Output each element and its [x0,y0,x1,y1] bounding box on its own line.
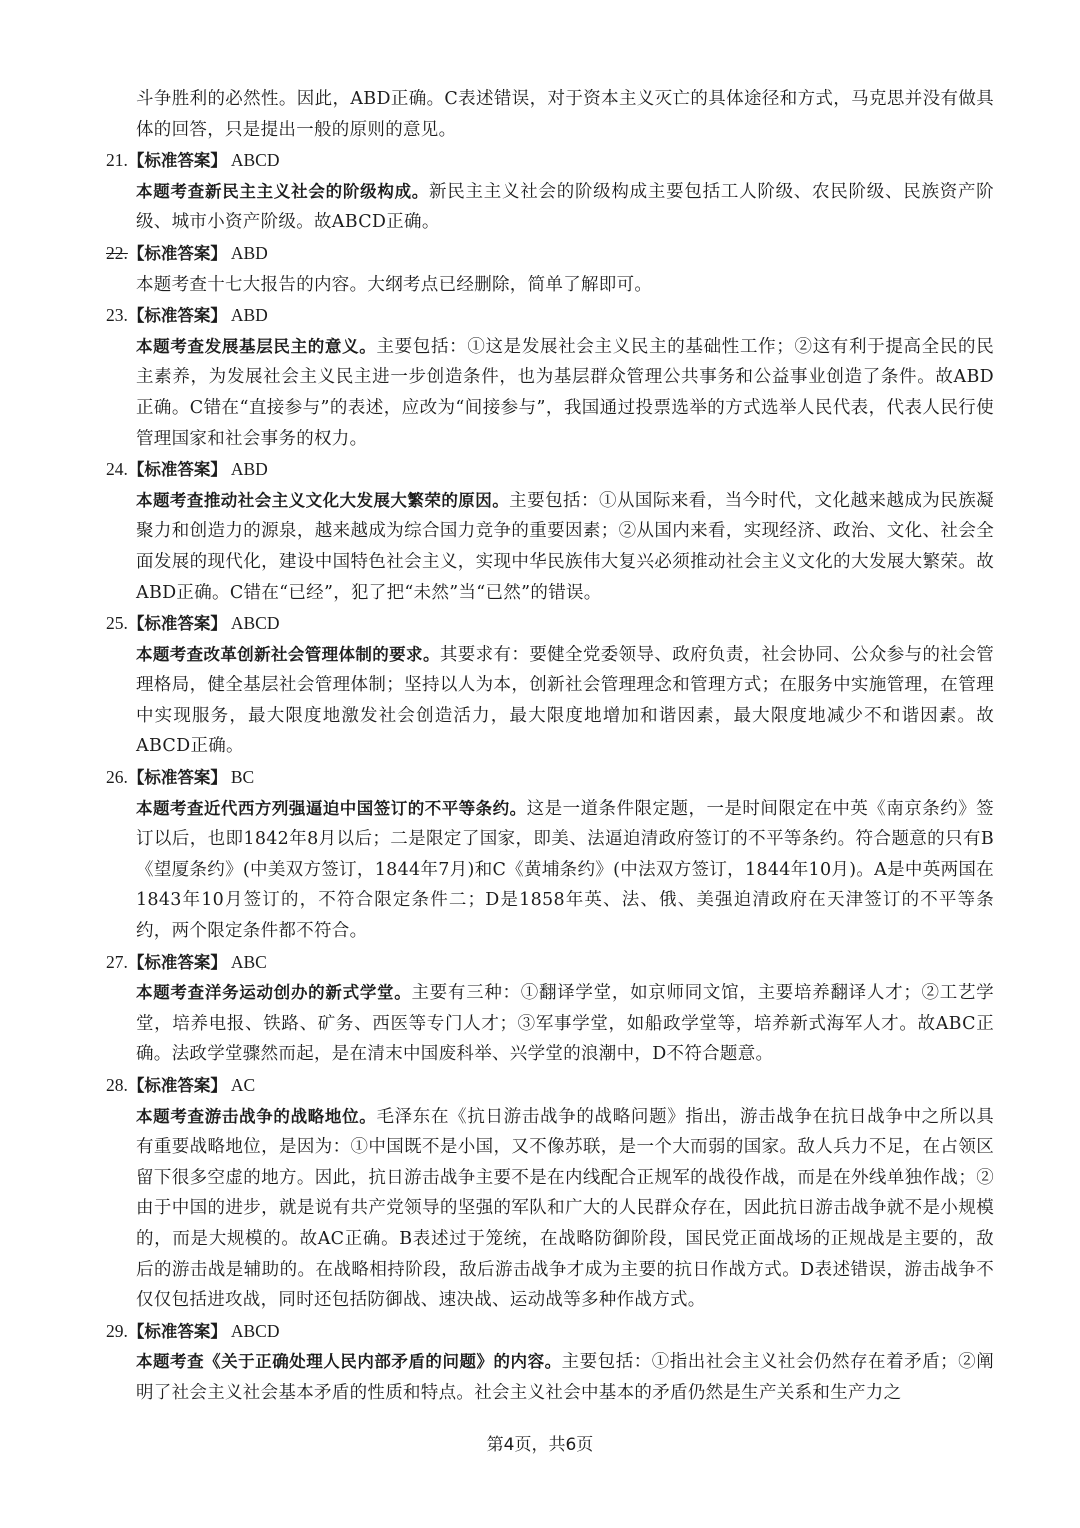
explanation-body: 主要有三种：①翻译学堂，如京师同文馆，主要培养翻译人才；②工艺学堂，培养电报、铁路、矿务、西医等专门人才；③军事学堂，如船政学堂等，培养新式海军人才。故ABC正确。法政学堂骤然而起，是在清末中国废科举、兴学堂的浪潮中，D不符合题意。 [136,983,994,1065]
answer-value: AC [230,1075,256,1095]
answer-value: ABD [230,459,268,480]
question-number: 23. [106,305,128,326]
answer-header [106,1070,994,1102]
explanation-paragraph [136,332,994,454]
question-number: 29. [106,1320,128,1341]
explanation-paragraph [136,1347,994,1408]
explanation-body: 主要包括：①从国际来看，当今时代，文化越来越成为民族凝聚力和创造力的源泉，越来越成为综合国力竞争的重要因素；②从国内来看，实现经济、政治、文化、社会全面发展的现代化，建设中国特色社会主义，实现中华民族伟大复兴必须推动社会主义文化的大发展大繁荣。故ABD正确。C错在“已经”，犯了把“未然”当“已然”的错误。 [136,490,994,603]
explanation-topic: 本题考查发展基层民主的意义。 [136,336,377,356]
answer-label: 【标准答案】 [127,306,227,326]
answer-label: 【标准答案】 [127,460,227,480]
answer-label: 【标准答案】 [127,151,227,171]
answer-item [106,238,994,300]
answer-header [106,947,994,979]
explanation-topic: 本题考查推动社会主义文化大发展大繁荣的原因。 [136,490,510,510]
explanation-topic: 本题考查《关于正确处理人民内部矛盾的问题》的内容。 [136,1352,562,1372]
answer-label: 【标准答案】 [127,952,227,972]
answer-value: ABCD [230,613,280,634]
answer-header [106,238,994,270]
explanation-paragraph [136,486,994,608]
answer-value: ABCD [230,1320,280,1341]
explanation-paragraph [136,177,994,238]
answer-item [106,947,994,1070]
answer-value: ABCD [230,150,280,171]
question-number: 21. [106,150,128,171]
answer-label: 【标准答案】 [127,768,227,788]
answer-item [106,145,994,238]
explanation-topic: 本题考查改革创新社会管理体制的要求。 [136,644,440,664]
question-number: 26. [106,767,128,788]
explanation-topic: 本题考查近代西方列强逼迫中国签订的不平等条约。 [136,798,527,818]
explanation-body: 毛泽东在《抗日游击战争的战略问题》指出，游击战争在抗日战争中之所以具有重要战略地位，是因为：①中国既不是小国，又不像苏联，是一个大而弱的国家。敌人兵力不足，在占领区留下很多空虚的地方。因此，抗日游击战争主要不是在内线配合正规军的战役作战，而是在外线单独作战；②由于中国的进步，就是说有共产党领导的坚强的军队和广大的人民群众存在，因此抗日游击战争就不是小规模的，而是大规模的。故AC正确。B表述过于笼统，在战略防御阶段，国民党正面战场的正规战是主要的，敌后的游击战是辅助的。在战略相持阶段，敌后游击战争才成为主要的抗日作战方式。D表述错误，游击战争不仅仅包括进攻战，同时还包括防御战、速决战、运动战等多种作战方式。 [136,1106,995,1311]
question-number: 28. [106,1075,128,1095]
answer-item [106,762,994,947]
answer-header [106,1316,994,1348]
answer-header [106,762,994,794]
answer-value: ABC [230,951,267,972]
intro-paragraph: 斗争胜利的必然性。因此，ABD正确。C表述错误，对于资本主义灭亡的具体途径和方式，马克思并没有做具体的回答，只是提出一般的原则的意见。 [136,89,994,140]
answer-item [106,1070,994,1316]
explanation-body: 这是一道条件限定题，一是时间限定在中英《南京条约》签订以后，也即1842年8月以后；二是限定了国家，即美、法逼迫清政府签订的不平等条约。符合题意的只有B《望厦条约》(中美双方签订，1844年7月)和C《黄埔条约》(中法双方签订，1844年10月)。A是中英两国在1843年10月签订的，不符合限定条件二；D是1858年英、法、俄、美强迫清政府在天津签订的不平等条约，两个限定条件都不符合。 [136,798,994,942]
answer-item [106,608,994,762]
explanation-paragraph [136,978,994,1070]
answer-value: ABD [230,242,268,263]
explanation-body: 新民主主义社会的阶级构成主要包括工人阶级、农民阶级、民族资产阶级、城市小资产阶级。故ABCD正确。 [136,181,994,233]
explanation-body: 本题考查十七大报告的内容。大纲考点已经删除，简单了解即可。 [136,274,653,295]
answer-label: 【标准答案】 [127,243,227,263]
answer-label: 【标准答案】 [127,1321,227,1341]
answer-header [106,145,994,177]
answer-item [106,300,994,454]
explanation-topic: 本题考查游击战争的战略地位。 [136,1106,377,1126]
explanation-topic: 本题考查洋务运动创办的新式学堂。 [136,983,412,1003]
answer-item [106,1316,994,1409]
answer-header [106,608,994,640]
explanation-paragraph [136,1102,994,1316]
question-number: 27. [106,951,128,972]
explanation-paragraph [136,270,994,301]
page-footer: 第4页，共6页 [486,1435,594,1455]
question-number: 24. [106,459,128,480]
answer-value: BC [230,767,255,788]
explanation-paragraph [136,794,994,947]
question-number: 25. [106,613,128,634]
answer-label: 【标准答案】 [127,1076,227,1095]
answer-item [106,454,994,608]
answer-items [106,145,994,1408]
question-number: 22. [106,242,128,263]
answer-header [106,300,994,332]
explanation-body: 主要包括：①指出社会主义社会仍然存在着矛盾；②阐明了社会主义社会基本矛盾的性质和特点。社会主义社会中基本的矛盾仍然是生产关系和生产力之 [136,1352,994,1403]
answer-value: ABD [230,305,268,326]
explanation-body: 主要包括：①这是发展社会主义民主的基础性工作；②这有利于提高全民的民主素养，为发展社会主义民主进一步创造条件，也为基层群众管理公共事务和公益事业创造了条件。故ABD正确。C错在“直接参与”的表述，应改为“间接参与”，我国通过投票选举的方式选举人民代表，代表人民行使管理国家和社会事务的权力。 [136,336,995,449]
answer-header [106,454,994,486]
answer-label: 【标准答案】 [127,614,227,634]
explanation-paragraph [136,640,994,762]
explanation-body: 其要求有：要健全党委领导、政府负责，社会协同、公众参与的社会管理格局，健全基层社会管理体制；坚持以人为本，创新社会管理理念和管理方式；在服务中实施管理，在管理中实现服务，最大限度地激发社会创造活力，最大限度地增加和谐因素，最大限度地减少不和谐因素。故ABCD正确。 [136,644,994,757]
explanation-topic: 本题考查新民主主义社会的阶级构成。 [136,181,430,201]
